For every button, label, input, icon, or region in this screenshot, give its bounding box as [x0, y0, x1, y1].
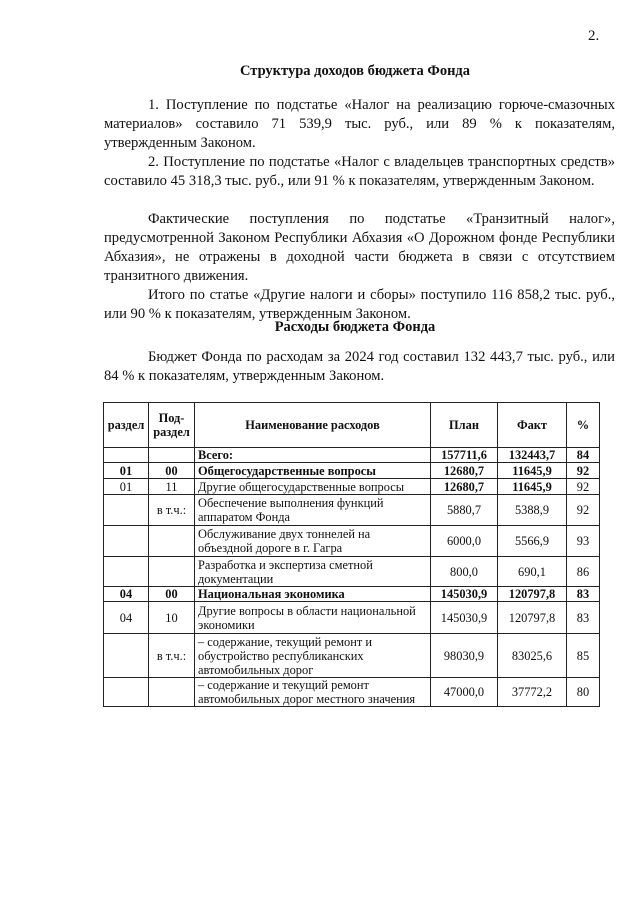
header-section: раздел: [104, 403, 149, 448]
table-row: [104, 463, 600, 479]
header-percent: %: [567, 403, 600, 448]
cell-fact: 83025,6: [498, 634, 567, 678]
cell-section: [104, 557, 149, 587]
income-paragraph-3: Фактические поступления по подстатье «Транзитный налог», предусмотренной Законом Республики Абхазия «О Дорожном фонде Республики Абхазия», не отражены в доходной части бюджета в связи с отсутствием транзитного движения.: [104, 211, 615, 284]
income-title: Структура доходов бюджета Фонда: [239, 63, 471, 79]
cell-subsection: 00: [149, 587, 195, 602]
cell-subsection: в т.ч.:: [149, 495, 195, 526]
cell-fact: 690,1: [498, 557, 567, 587]
cell-fact: 120797,8: [498, 587, 567, 602]
header-fact: Факт: [498, 403, 567, 448]
header-name: Наименование расходов: [195, 403, 431, 448]
cell-plan: 12680,7: [431, 463, 498, 479]
cell-name: Национальная экономика: [195, 587, 431, 602]
cell-section: [104, 448, 149, 463]
cell-fact: 120797,8: [498, 602, 567, 634]
cell-subsection: 10: [149, 602, 195, 634]
cell-plan: 157711,6: [431, 448, 498, 463]
cell-name: – содержание и текущий ремонт автомобильных дорог местного значения: [195, 678, 431, 707]
cell-name: – содержание, текущий ремонт и обустройство республиканских автомобильных дорог: [195, 634, 431, 678]
cell-name: Другие общегосударственные вопросы: [195, 479, 431, 495]
cell-percent: 80: [567, 678, 600, 707]
cell-plan: 98030,9: [431, 634, 498, 678]
cell-section: 04: [104, 587, 149, 602]
cell-name: Общегосударственные вопросы: [195, 463, 431, 479]
cell-percent: 86: [567, 557, 600, 587]
table-row: [104, 479, 600, 495]
cell-section: [104, 495, 149, 526]
table-row: [104, 602, 600, 634]
cell-section: 01: [104, 479, 149, 495]
table-row: [104, 526, 600, 557]
table-row: [104, 448, 600, 463]
cell-plan: 12680,7: [431, 479, 498, 495]
header-plan: План: [431, 403, 498, 448]
table-row: [104, 634, 600, 678]
cell-section: [104, 526, 149, 557]
cell-fact: 5388,9: [498, 495, 567, 526]
page-number: 2.: [588, 28, 600, 44]
cell-fact: 11645,9: [498, 479, 567, 495]
cell-percent: 83: [567, 602, 600, 634]
cell-subsection: [149, 678, 195, 707]
cell-subsection: 11: [149, 479, 195, 495]
income-paragraph-2: 2. Поступление по подстатье «Налог с владельцев транспортных средств» составило 45 318,3 тыс. руб., или 91 % к показателям, утвержденным Законом.: [104, 154, 615, 189]
cell-fact: 37772,2: [498, 678, 567, 707]
income-paragraph-4: Итого по статье «Другие налоги и сборы» поступило 116 858,2 тыс. руб., или 90 % к показателям, утвержденным Законом.: [104, 287, 615, 322]
cell-subsection: [149, 557, 195, 587]
cell-fact: 11645,9: [498, 463, 567, 479]
table-row: [104, 495, 600, 526]
table-row: [104, 557, 600, 587]
cell-plan: 145030,9: [431, 587, 498, 602]
cell-subsection: в т.ч.:: [149, 634, 195, 678]
cell-name: Обслуживание двух тоннелей на объездной дороге в г. Гагра: [195, 526, 431, 557]
cell-subsection: 00: [149, 463, 195, 479]
cell-name: Разработка и экспертиза сметной документации: [195, 557, 431, 587]
cell-subsection: [149, 526, 195, 557]
cell-section: [104, 634, 149, 678]
cell-percent: 84: [567, 448, 600, 463]
cell-name: Обеспечение выполнения функций аппаратом Фонда: [195, 495, 431, 526]
cell-percent: 83: [567, 587, 600, 602]
expenses-title: Расходы бюджета Фонда: [274, 319, 436, 335]
expenses-table: [103, 402, 600, 707]
cell-fact: 5566,9: [498, 526, 567, 557]
cell-plan: 145030,9: [431, 602, 498, 634]
cell-percent: 92: [567, 495, 600, 526]
cell-section: 01: [104, 463, 149, 479]
cell-fact: 132443,7: [498, 448, 567, 463]
cell-name: Другие вопросы в области национальной экономики: [195, 602, 431, 634]
table-row: [104, 587, 600, 602]
header-subsection: Под-раздел: [149, 403, 195, 448]
cell-section: 04: [104, 602, 149, 634]
expenses-paragraph: Бюджет Фонда по расходам за 2024 год составил 132 443,7 тыс. руб., или 84 % к показателям, утвержденным Законом.: [104, 349, 615, 384]
cell-section: [104, 678, 149, 707]
cell-plan: 6000,0: [431, 526, 498, 557]
cell-percent: 85: [567, 634, 600, 678]
cell-subsection: [149, 448, 195, 463]
cell-plan: 47000,0: [431, 678, 498, 707]
cell-percent: 92: [567, 463, 600, 479]
cell-percent: 92: [567, 479, 600, 495]
income-paragraph-1: 1. Поступление по подстатье «Налог на реализацию горюче-смазочных материалов» составило 71 539,9 тыс. руб., или 89 % к показателям, утвержденным Законом.: [104, 97, 615, 151]
table-header-row: [104, 403, 600, 448]
cell-plan: 800,0: [431, 557, 498, 587]
cell-name: Всего:: [195, 448, 431, 463]
cell-plan: 5880,7: [431, 495, 498, 526]
table-row: [104, 678, 600, 707]
cell-percent: 93: [567, 526, 600, 557]
